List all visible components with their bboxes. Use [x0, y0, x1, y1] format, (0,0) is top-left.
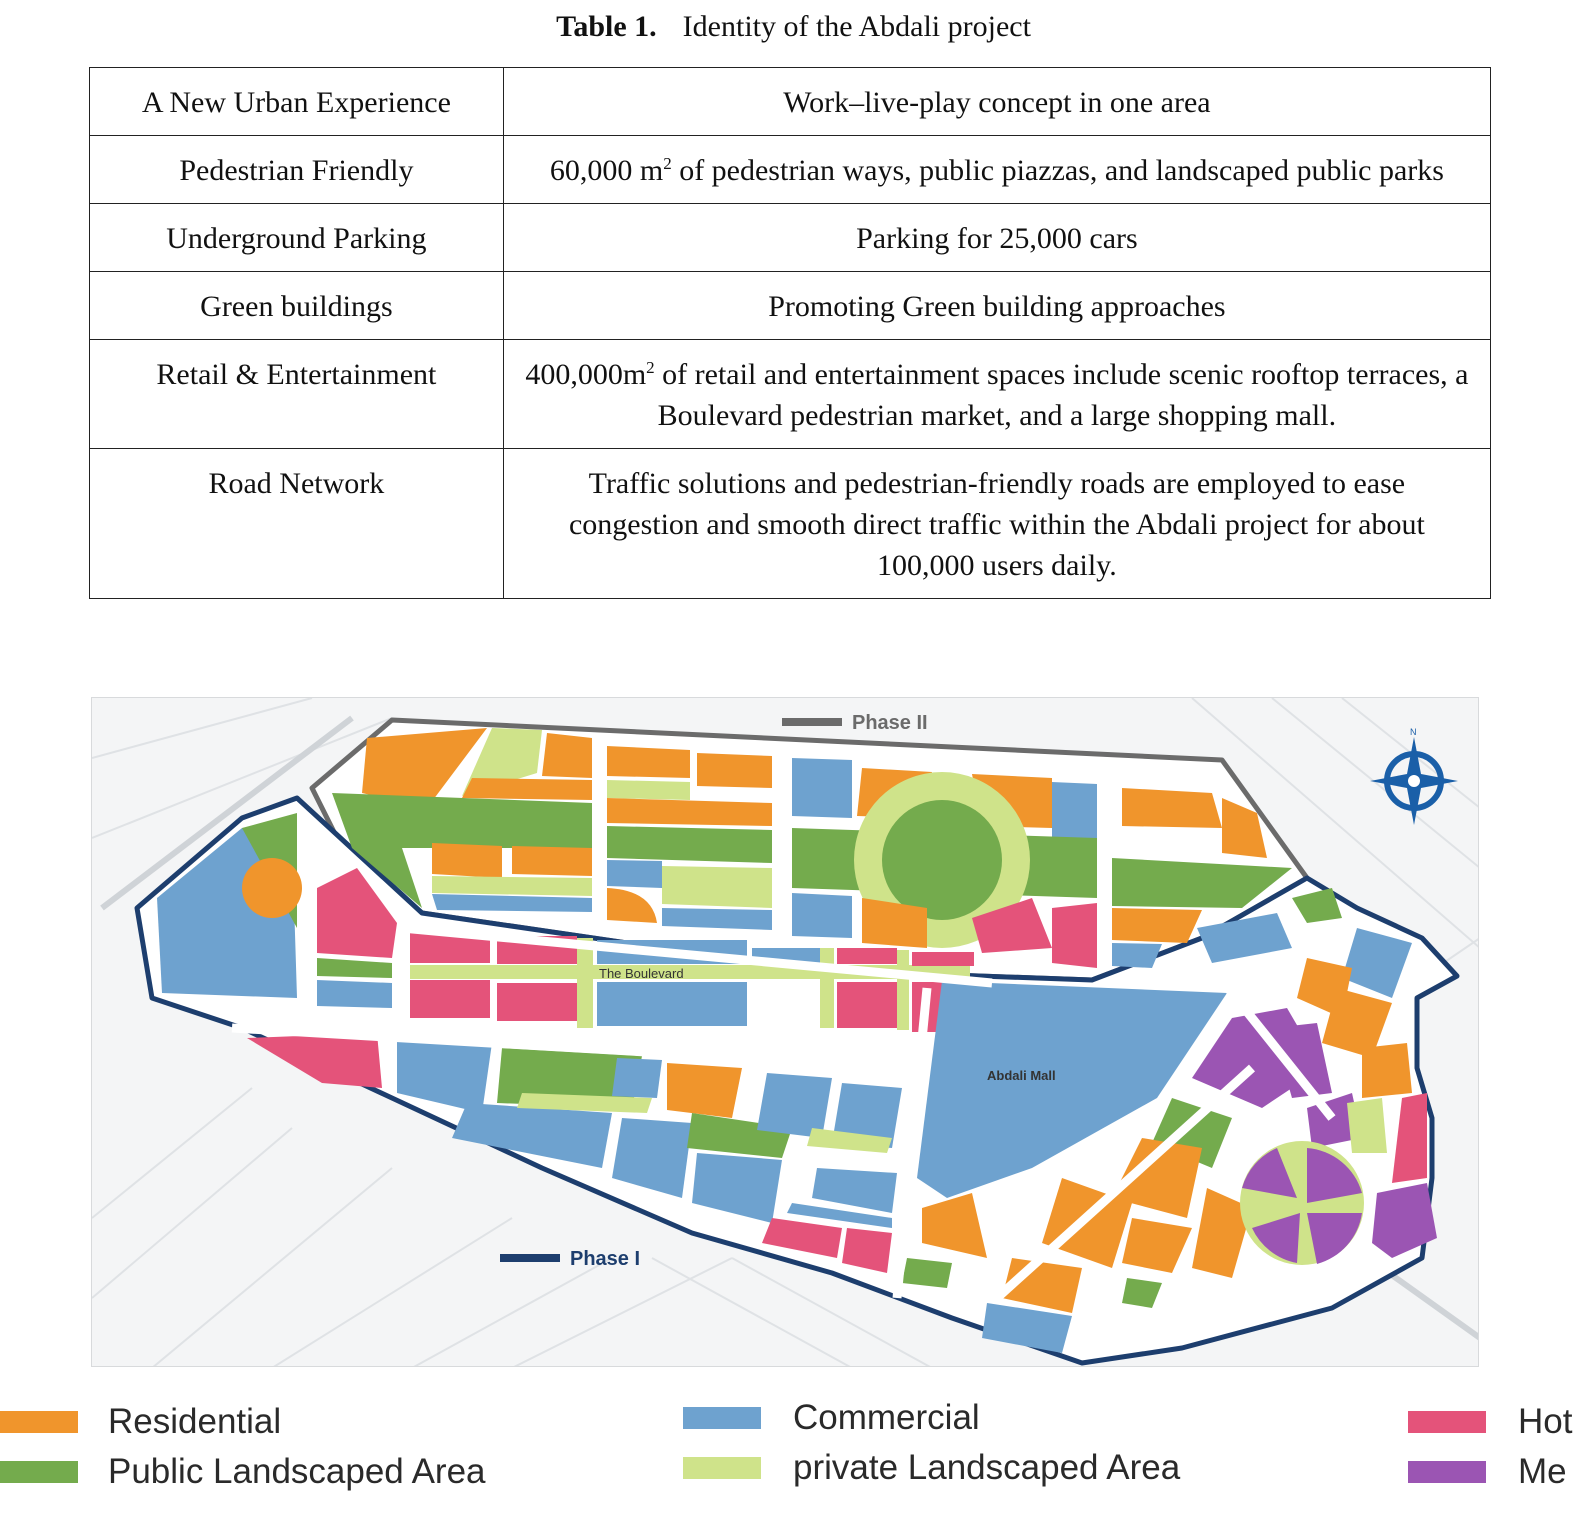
row-key: Road Network — [90, 449, 504, 599]
residential-block — [1112, 908, 1202, 943]
superscript: 2 — [646, 358, 655, 377]
residential-block — [1362, 1043, 1412, 1098]
commercial-block — [792, 893, 852, 938]
hotel-block — [837, 982, 897, 1028]
superscript: 2 — [663, 154, 672, 173]
row-value-text: of retail and entertainment spaces include scenic rooftop terraces, a Boulevard pedestrian market, and a large shopping mall. — [654, 358, 1469, 432]
hotel-block — [1052, 903, 1097, 968]
caption-label: Table 1. — [556, 10, 657, 43]
legend-label: Hot — [1518, 1402, 1573, 1441]
legend-hotel — [1408, 1402, 1572, 1442]
hotel-swatch — [1408, 1411, 1486, 1433]
central-green — [882, 800, 1002, 920]
phase-2-line-marker — [782, 718, 842, 726]
legend-mixed — [1408, 1452, 1567, 1492]
hotel-block — [912, 952, 974, 966]
public-landscape-block — [607, 826, 772, 863]
phase-1-label: Phase I — [570, 1248, 641, 1270]
residential-block — [542, 733, 592, 778]
phase-1-label-group — [500, 1248, 640, 1270]
row-value-text: of pedestrian ways, public piazzas, and landscaped public parks — [671, 154, 1444, 187]
residential-block — [667, 1063, 742, 1118]
row-key: A New Urban Experience — [90, 68, 504, 136]
private-landscape-block — [577, 938, 593, 1028]
boulevard-label: The Boulevard — [599, 966, 684, 981]
private-landscape-block — [820, 948, 834, 1028]
legend-label: private Landscaped Area — [793, 1448, 1181, 1487]
masterplan-map — [91, 697, 1479, 1367]
residential-swatch — [0, 1411, 78, 1433]
roundabout-residential — [242, 858, 302, 918]
identity-table — [89, 67, 1491, 599]
hotel-block — [837, 948, 897, 964]
private-landscape-swatch — [683, 1457, 761, 1479]
mixed-swatch — [1408, 1461, 1486, 1483]
row-value — [503, 272, 1490, 340]
mixed-use-block — [1372, 1183, 1437, 1258]
residential-block — [697, 753, 772, 788]
hotel-block — [410, 980, 490, 1018]
residential-block — [607, 746, 690, 778]
private-landscape-block — [662, 866, 772, 908]
row-value-text: 400,000m — [525, 358, 647, 391]
mall-label: Abdali Mall — [987, 1068, 1056, 1083]
table-row — [90, 340, 1491, 449]
table-row — [90, 272, 1491, 340]
row-value — [503, 136, 1490, 204]
phase-2-label: Phase II — [852, 712, 928, 734]
legend-label: Public Landscaped Area — [108, 1452, 486, 1491]
row-value — [503, 340, 1490, 449]
table-row — [90, 449, 1491, 599]
legend-public-landscape — [0, 1452, 486, 1492]
commercial-block — [317, 980, 392, 1008]
private-landscape-block — [432, 876, 592, 896]
row-key: Pedestrian Friendly — [90, 136, 504, 204]
residential-block — [432, 843, 502, 878]
private-landscape-block — [607, 780, 690, 800]
masterplan-svg — [92, 698, 1479, 1367]
table-caption — [0, 10, 1587, 44]
residential-block — [462, 778, 592, 800]
commercial-block — [597, 982, 747, 1026]
residential-block — [512, 846, 592, 876]
table-row — [90, 136, 1491, 204]
commercial-block — [607, 860, 662, 888]
row-value — [503, 204, 1490, 272]
legend-label: Commercial — [793, 1398, 980, 1437]
row-key: Green buildings — [90, 272, 504, 340]
legend-label: Residential — [108, 1402, 282, 1441]
residential-block — [1122, 788, 1222, 828]
compass-icon — [1370, 727, 1458, 825]
row-value — [503, 449, 1490, 599]
private-landscape-block — [897, 950, 909, 1030]
row-value-text: 60,000 m — [549, 154, 664, 187]
commercial-block — [792, 758, 852, 818]
legend-commercial — [683, 1398, 980, 1438]
compass-north-label: N — [1410, 727, 1417, 737]
row-key: Retail & Entertainment — [90, 340, 504, 449]
commercial-block — [612, 1058, 662, 1098]
commercial-block — [757, 1073, 832, 1138]
phase-2-label-group — [782, 712, 928, 734]
row-key: Underground Parking — [90, 204, 504, 272]
commercial-swatch — [683, 1407, 761, 1429]
row-value — [503, 68, 1490, 136]
hotel-block — [247, 1033, 382, 1088]
row-value-text: Promoting Green building approaches — [768, 290, 1226, 323]
row-value-text: Parking for 25,000 cars — [856, 222, 1138, 255]
table-row — [90, 68, 1491, 136]
phase-1-line-marker — [500, 1254, 560, 1262]
row-value-text: Traffic solutions and pedestrian-friendly roads are employed to ease congestion and smooth direct traffic within the Abdali project for about 100,000 users daily. — [568, 467, 1425, 582]
legend-residential — [0, 1402, 281, 1442]
row-value-text: Work–live-play concept in one area — [783, 86, 1211, 119]
public-landscape-block — [902, 1258, 952, 1288]
private-landscape-block — [1347, 1098, 1387, 1153]
table-row — [90, 204, 1491, 272]
legend-private-landscape — [683, 1448, 1180, 1488]
caption-title: Identity of the Abdali project — [682, 10, 1031, 43]
public-landscape-swatch — [0, 1461, 78, 1483]
legend-label: Me — [1518, 1452, 1567, 1491]
hotel-block — [497, 983, 577, 1021]
